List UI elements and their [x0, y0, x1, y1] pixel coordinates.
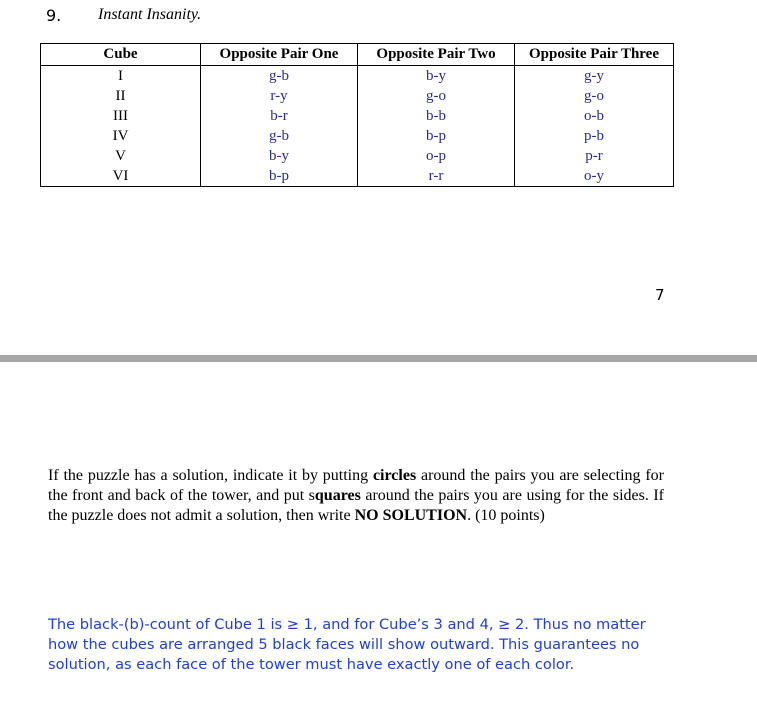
pair-cell: b-p [358, 126, 515, 146]
question-number: 9. [46, 6, 62, 25]
pair-cell: g-o [515, 86, 674, 106]
pair-cell: b-y [358, 66, 515, 87]
pair-cell: b-p [201, 166, 358, 187]
pair-cell: p-r [515, 146, 674, 166]
instructions-text: around the pairs you are selecting for the front and back of the tower, and put s [48, 467, 664, 504]
cube-label: V [41, 146, 201, 166]
pair-cell: g-b [201, 66, 358, 87]
pair-cell: r-y [201, 86, 358, 106]
pair-cell: r-r [358, 166, 515, 187]
cube-label: I [41, 66, 201, 87]
table-row [41, 86, 674, 106]
pair-cell: g-y [515, 66, 674, 87]
squares-keyword: quares [314, 487, 361, 504]
opposite-pairs-table [40, 43, 674, 187]
instructions-text: . (10 points) [467, 507, 545, 524]
instructions-text: If the puzzle has a solution, indicate it by putting [48, 467, 373, 484]
page-divider [0, 355, 757, 362]
table-row [41, 146, 674, 166]
table-row [41, 126, 674, 146]
pair-cell: b-y [201, 146, 358, 166]
table-header-row [41, 44, 674, 66]
cube-label: IV [41, 126, 201, 146]
header-pair-three: Opposite Pair Three [515, 44, 674, 66]
question-title: Instant Insanity. [98, 6, 202, 23]
answer-text: The black-(b)-count of Cube 1 is ≥ 1, and for Cube’s 3 and 4, ≥ 2. Thus no matter how the cubes are arranged 5 black faces will show outward. This guarantees no solution, as each face of the tower must have exactly one of each color. [48, 616, 646, 673]
pair-cell: p-b [515, 126, 674, 146]
pair-cell: o-p [358, 146, 515, 166]
pair-cell: o-y [515, 166, 674, 187]
table-row [41, 166, 674, 187]
header-cube: Cube [41, 44, 201, 66]
table-row [41, 66, 674, 87]
cube-label: III [41, 106, 201, 126]
pair-cell: b-r [201, 106, 358, 126]
pair-cell: g-o [358, 86, 515, 106]
instructions-paragraph [48, 466, 664, 526]
circles-keyword: circles [372, 467, 417, 484]
pair-cell: b-b [358, 106, 515, 126]
pair-cell: o-b [515, 106, 674, 126]
table-row [41, 106, 674, 126]
cube-label: II [41, 86, 201, 106]
header-pair-one: Opposite Pair One [201, 44, 358, 66]
page-number: 7 [655, 286, 665, 304]
pair-cell: g-b [201, 126, 358, 146]
no-solution-keyword: NO SOLUTION [354, 507, 468, 524]
header-pair-two: Opposite Pair Two [358, 44, 515, 66]
cube-label: VI [41, 166, 201, 187]
instructions-text: around the pairs you are using for the sides. If the puzzle does not admit a solution, then write [48, 487, 665, 524]
